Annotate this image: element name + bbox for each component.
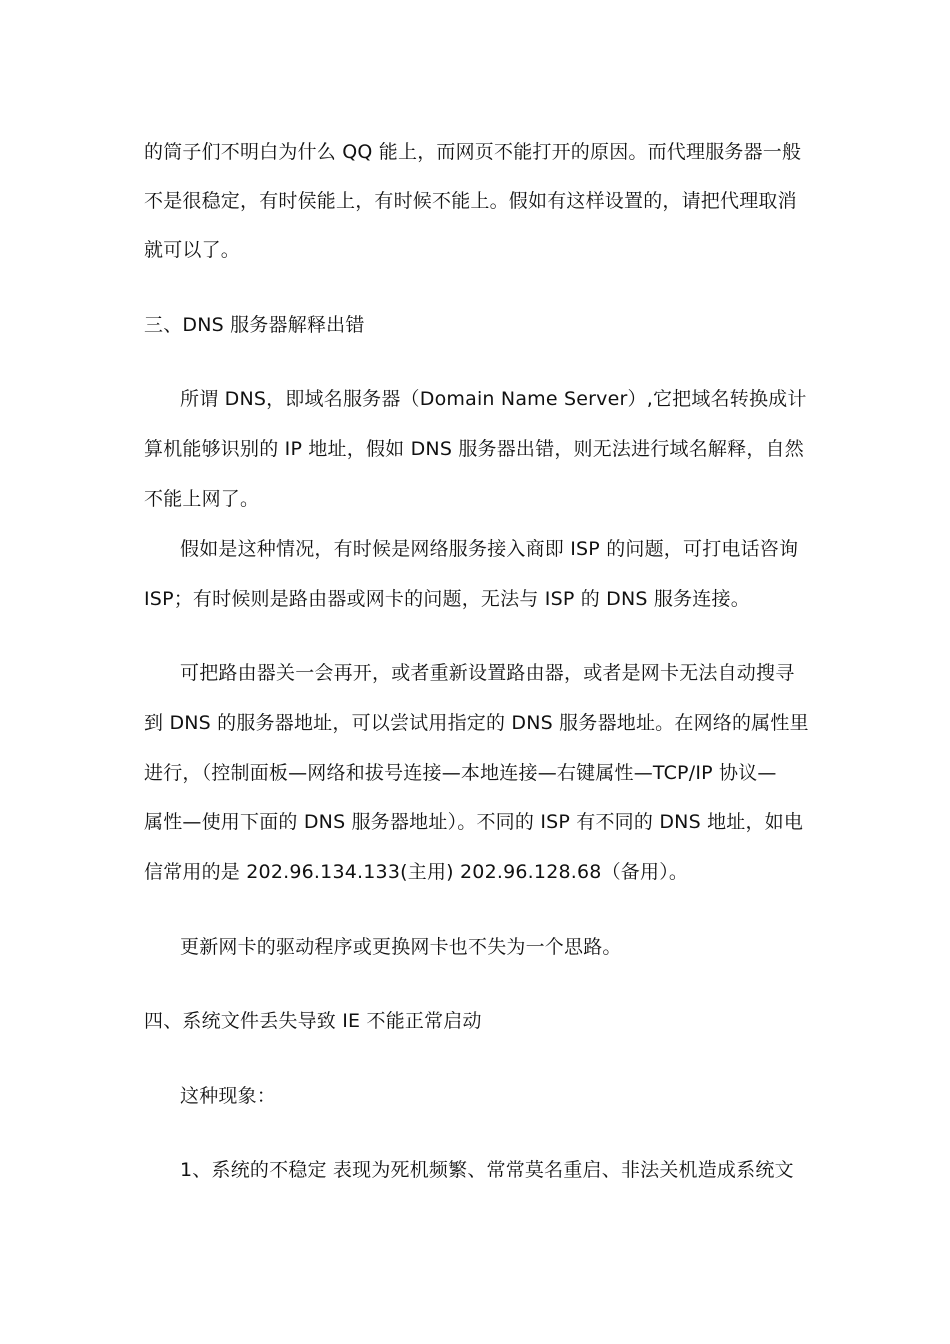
paragraph-line: 属性—使用下面的 DNS 服务器地址）。不同的 ISP 有不同的 DNS 地址，如电: [144, 811, 804, 833]
paragraph-line: 信常用的是 202.96.134.133(主用) 202.96.128.68（备用）。: [144, 861, 689, 883]
paragraph-line: 假如是这种情况，有时候是网络服务接入商即 ISP 的问题，可打电话咨询: [180, 538, 799, 560]
paragraph-line: 所谓 DNS，即域名服务器（Domain Name Server）,它把域名转换成计: [180, 388, 807, 410]
paragraph-line: 更新网卡的驱动程序或更换网卡也不失为一个思路。: [180, 936, 622, 958]
section-heading: 四、系统文件丢失导致 IE 不能正常启动: [144, 1010, 482, 1032]
paragraph-line: 到 DNS 的服务器地址，可以尝试用指定的 DNS 服务器地址。在网络的属性里: [144, 712, 809, 734]
paragraph-line: 不能上网了。: [144, 488, 260, 510]
paragraph-line: 的筒子们不明白为什么 QQ 能上，而网页不能打开的原因。而代理服务器一般: [144, 141, 802, 163]
section-heading: 三、DNS 服务器解释出错: [144, 314, 365, 336]
paragraph-line: 算机能够识别的 IP 地址，假如 DNS 服务器出错，则无法进行域名解释，自然: [144, 438, 804, 460]
paragraph-line: 1、系统的不稳定 表现为死机频繁、常常莫名重启、非法关机造成系统文: [180, 1159, 794, 1181]
paragraph-line: 进行，（控制面板—网络和拔号连接—本地连接—右键属性—TCP/IP 协议—: [144, 762, 777, 784]
paragraph-line: 就可以了。: [144, 239, 241, 261]
paragraph-line: 这种现象：: [180, 1085, 277, 1107]
paragraph-line: 可把路由器关一会再开，或者重新设置路由器，或者是网卡无法自动搜寻: [180, 662, 795, 684]
paragraph-line: 不是很稳定，有时侯能上，有时候不能上。假如有这样设置的，请把代理取消: [144, 190, 797, 212]
paragraph-line: ISP；有时候则是路由器或网卡的问题，无法与 ISP 的 DNS 服务连接。: [144, 588, 750, 610]
